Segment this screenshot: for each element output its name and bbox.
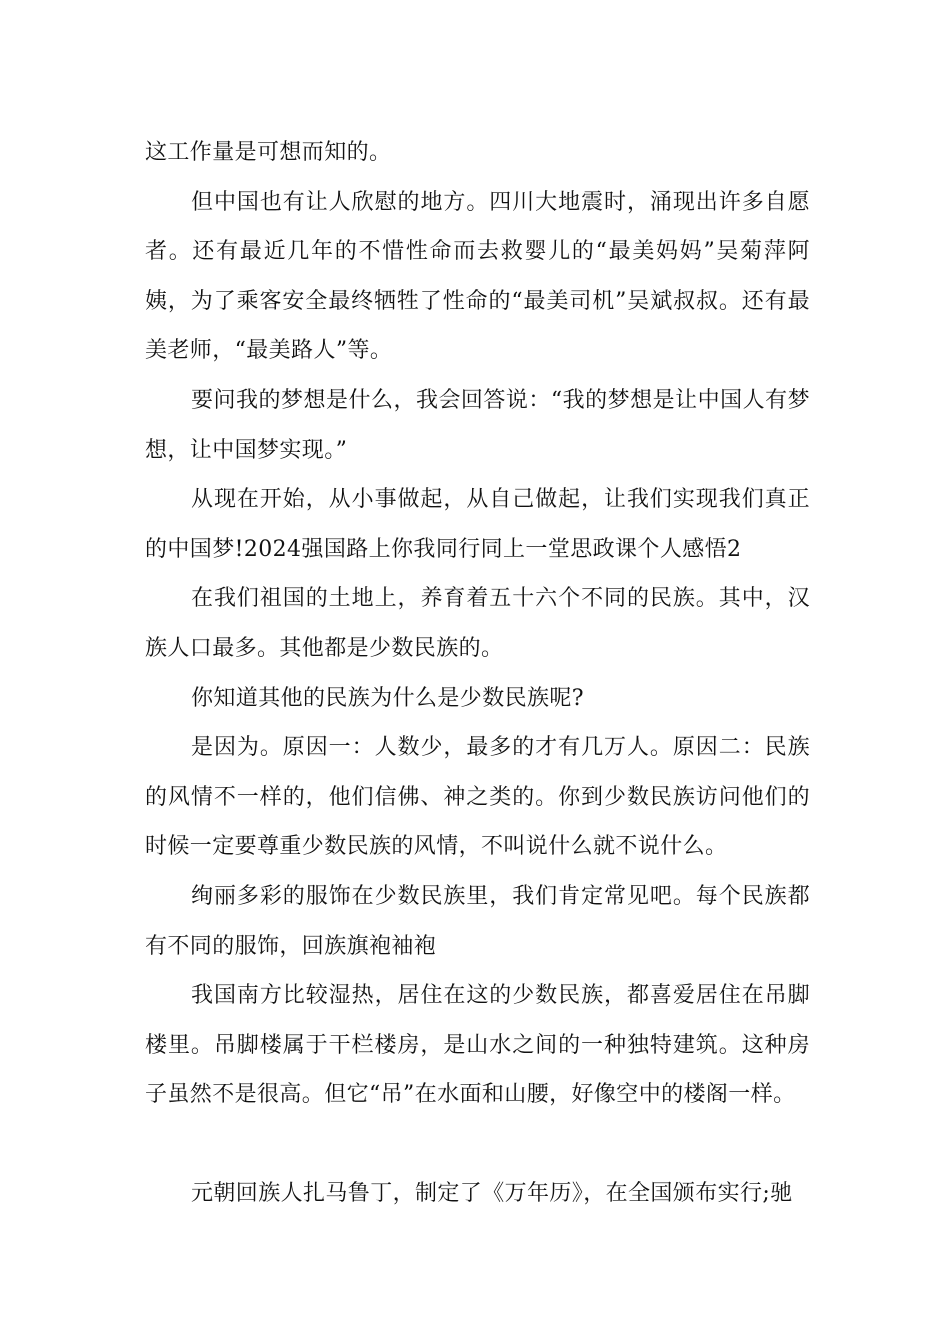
paragraph: 要问我的梦想是什么，我会回答说：“我的梦想是让中国人有梦想，让中国梦实现。” [145, 387, 810, 463]
paragraph: 是因为。原因一：人数少，最多的才有几万人。原因二：民族的风情不一样的，他们信佛、神之类的。你到少数民族访问他们的时候一定要尊重少数民族的风情，不叫说什么就不说什么。 [145, 735, 810, 860]
paragraph: 从现在开始，从小事做起，从自己做起，让我们实现我们真正的中国梦!2024强国路上你我同行同上一堂思政课个人感悟2 [145, 487, 810, 562]
paragraph: 元朝回族人扎马鲁丁，制定了《万年历》，在全国颁布实行;驰 [191, 1181, 793, 1207]
paragraph: 但中国也有让人欣慰的地方。四川大地震时，涌现出许多自愿者。还有最近几年的不惜性命而去救婴儿的“最美妈妈”吴菊萍阿姨，为了乘客安全最终牺牲了性命的“最美司机”吴斌叔叔。还有最美老师，“最美路人”等。 [145, 189, 810, 364]
paragraph: 在我们祖国的土地上，养育着五十六个不同的民族。其中，汉族人口最多。其他都是少数民族的。 [145, 586, 810, 661]
paragraph: 你知道其他的民族为什么是少数民族呢? [191, 685, 584, 711]
paragraph: 这工作量是可想而知的。 [145, 140, 392, 165]
paragraph: 我国南方比较湿热，居住在这的少数民族，都喜爱居住在吊脚楼里。吊脚楼属于干栏楼房，是山水之间的一种独特建筑。这种房子虽然不是很高。但它“吊”在水面和山腰，好像空中的楼阁一样。 [145, 983, 810, 1108]
paragraph: 绚丽多彩的服饰在少数民族里，我们肯定常见吧。每个民族都有不同的服饰，回族旗袍袖袍 [145, 883, 810, 959]
blank-line [145, 1120, 810, 1170]
document-body [145, 128, 810, 1219]
